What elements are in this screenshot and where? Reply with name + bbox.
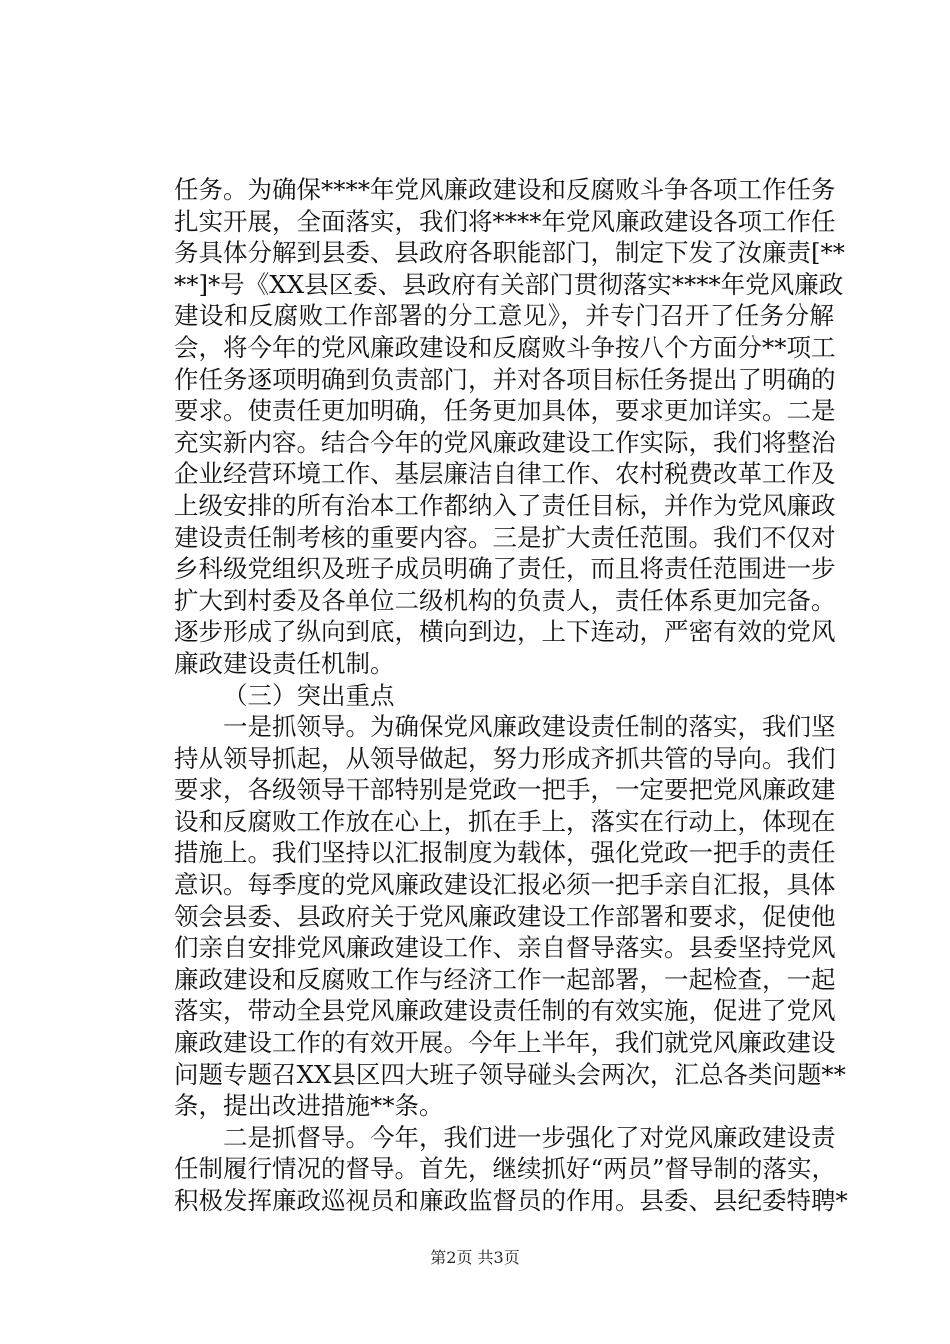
text-line: 设和反腐败工作放在心上，抓在手上，落实在行动上，体现在 bbox=[174, 806, 836, 836]
text-line: 二是抓督导。今年，我们进一步强化了对党风廉政建设责 bbox=[223, 1122, 836, 1152]
text-line: 会，将今年的党风廉政建设和反腐败斗争按八个方面分**项工 bbox=[174, 332, 836, 362]
text-line: 充实新内容。结合今年的党风廉政建设工作实际，我们将整治 bbox=[174, 427, 836, 457]
text-line: 要求，各级领导干部特别是党政一把手，一定要把党风廉政建 bbox=[174, 775, 836, 805]
text-line: 问题专题召XX县区四大班子领导碰头会两次，汇总各类问题** bbox=[174, 1059, 846, 1089]
text-line: 建设和反腐败工作部署的分工意见》，并专门召开了任务分解 bbox=[174, 301, 834, 331]
text-line: 上级安排的所有治本工作都纳入了责任目标，并作为党风廉政 bbox=[174, 490, 836, 520]
text-line: 廉政建设责任机制。 bbox=[174, 648, 395, 678]
text-line: 积极发挥廉政巡视员和廉政监督员的作用。县委、县纪委特聘* bbox=[174, 1186, 848, 1215]
text-line: **]*号《XX县区委、县政府有关部门贯彻落实****年党风廉政 bbox=[174, 269, 844, 299]
text-line: 廉政建设和反腐败工作与经济工作一起部署，一起检查，一起 bbox=[174, 964, 836, 994]
text-line: 乡科级党组织及班子成员明确了责任，而且将责任范围进一步 bbox=[174, 554, 836, 584]
text-line: 持从领导抓起，从领导做起，努力形成齐抓共管的导向。我们 bbox=[174, 743, 836, 773]
text-line: 意识。每季度的党风廉政建设汇报必须一把手亲自汇报，具体 bbox=[174, 870, 836, 900]
text-line: 条，提出改进措施**条。 bbox=[174, 1091, 444, 1121]
text-line: 要求。使责任更加明确，任务更加具体，要求更加详实。二是 bbox=[174, 396, 836, 426]
text-line: 一是抓领导。为确保党风廉政建设责任制的落实，我们坚 bbox=[223, 712, 836, 742]
text-line: （三）突出重点 bbox=[223, 680, 395, 710]
text-line: 逐步形成了纵向到底，横向到边，上下连动，严密有效的党风 bbox=[174, 617, 836, 647]
text-line: 措施上。我们坚持以汇报制度为载体，强化党政一把手的责任 bbox=[174, 838, 836, 868]
document-body bbox=[174, 174, 848, 1217]
text-line: 扎实开展，全面落实，我们将****年党风廉政建设各项工作任 bbox=[174, 206, 836, 236]
text-line: 扩大到村委及各单位二级机构的负责人，责任体系更加完备。 bbox=[174, 585, 836, 615]
text-line: 任制履行情况的督导。首先，继续抓好“两员”督导制的落实， bbox=[174, 1154, 837, 1184]
text-line: 务具体分解到县委、县政府各职能部门，制定下发了汝廉责[** bbox=[174, 238, 846, 268]
text-line: 任务。为确保****年党风廉政建设和反腐败斗争各项工作任务 bbox=[174, 175, 836, 204]
text-line: 作任务逐项明确到负责部门，并对各项目标任务提出了明确的 bbox=[174, 364, 836, 394]
text-line: 廉政建设工作的有效开展。今年上半年，我们就党风廉政建设 bbox=[174, 1028, 836, 1058]
text-line: 领会县委、县政府关于党风廉政建设工作部署和要求，促使他 bbox=[174, 901, 836, 931]
text-line: 企业经营环境工作、基层廉洁自律工作、农村税费改革工作及 bbox=[174, 459, 836, 489]
text-line: 建设责任制考核的重要内容。三是扩大责任范围。我们不仅对 bbox=[174, 522, 836, 552]
text-line: 落实，带动全县党风廉政建设责任制的有效实施，促进了党风 bbox=[174, 996, 836, 1026]
text-line: 们亲自安排党风廉政建设工作、亲自督导落实。县委坚持党风 bbox=[174, 933, 836, 963]
page-footer: 第2页 共3页 bbox=[430, 1248, 520, 1267]
